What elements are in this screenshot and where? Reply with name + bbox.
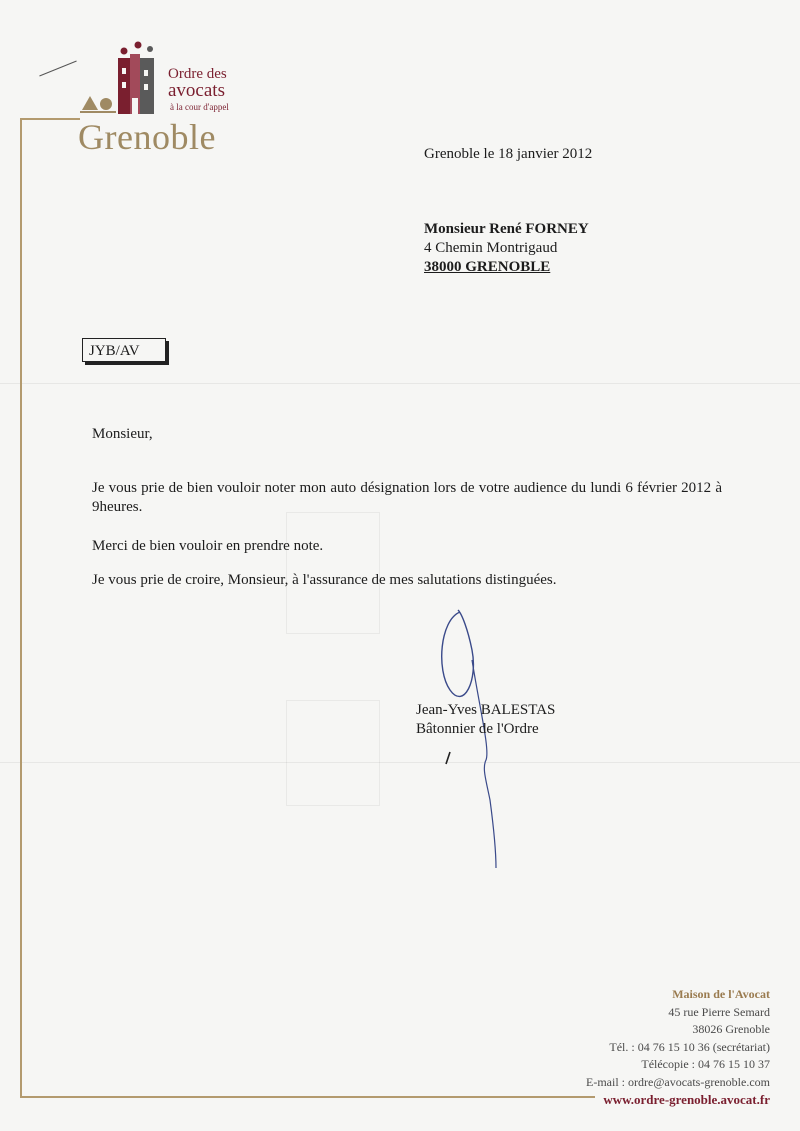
handwritten-signature [420, 600, 530, 880]
paragraph-closing: Je vous prie de croire, Monsieur, à l'assurance de mes salutations distinguées. [92, 572, 557, 588]
bar-association-logo [78, 38, 258, 158]
fold-line [0, 383, 800, 384]
fold-line [0, 762, 800, 763]
footer-tel: Tél. : 04 76 15 10 36 (secrétariat) [609, 1039, 770, 1054]
recipient-city: 38000 GRENOBLE [424, 259, 551, 275]
footer-house: Maison de l'Avocat [672, 987, 770, 1001]
logo-emblem-icon [78, 38, 168, 118]
logo-text-cour: à la cour d'appel [170, 102, 229, 112]
signatory-block [416, 701, 555, 739]
footer-email: E-mail : ordre@avocats-grenoble.com [586, 1074, 770, 1089]
frame-line-bottom [20, 1096, 595, 1098]
recipient-address [424, 220, 589, 277]
signatory-name: Jean-Yves BALESTAS [416, 702, 556, 718]
frame-line-top [20, 118, 80, 120]
paragraph-appointment: Je vous prie de bien vouloir noter mon auto désignation lors de votre audience du lundi 6 février 2012 à 9heures. [92, 480, 722, 515]
show-through-stamp [286, 700, 380, 806]
reference-box: JYB/AV [82, 338, 166, 362]
signatory-title: Bâtonnier de l'Ordre [416, 721, 539, 737]
recipient-street: 4 Chemin Montrigaud [424, 240, 558, 256]
paragraph-note: Merci de bien vouloir en prendre note. [92, 538, 324, 554]
logo-text-ordre: Ordre des [168, 66, 227, 82]
footer-city: 38026 Grenoble [692, 1022, 770, 1036]
salutation: Monsieur, [92, 426, 153, 442]
pen-mark [39, 61, 76, 77]
footer-contact [586, 986, 770, 1109]
footer-website: www.ordre-grenoble.avocat.fr [603, 1092, 770, 1107]
letter-date: Grenoble le 18 janvier 2012 [424, 146, 593, 162]
recipient-name: Monsieur René FORNEY [424, 221, 589, 237]
logo-text-city: Grenoble [78, 117, 216, 157]
frame-line-left [20, 118, 22, 1098]
footer-street: 45 rue Pierre Semard [668, 1004, 770, 1019]
footer-fax: Télécopie : 04 76 15 10 37 [641, 1057, 770, 1071]
logo-text-avocats: avocats [168, 80, 225, 101]
